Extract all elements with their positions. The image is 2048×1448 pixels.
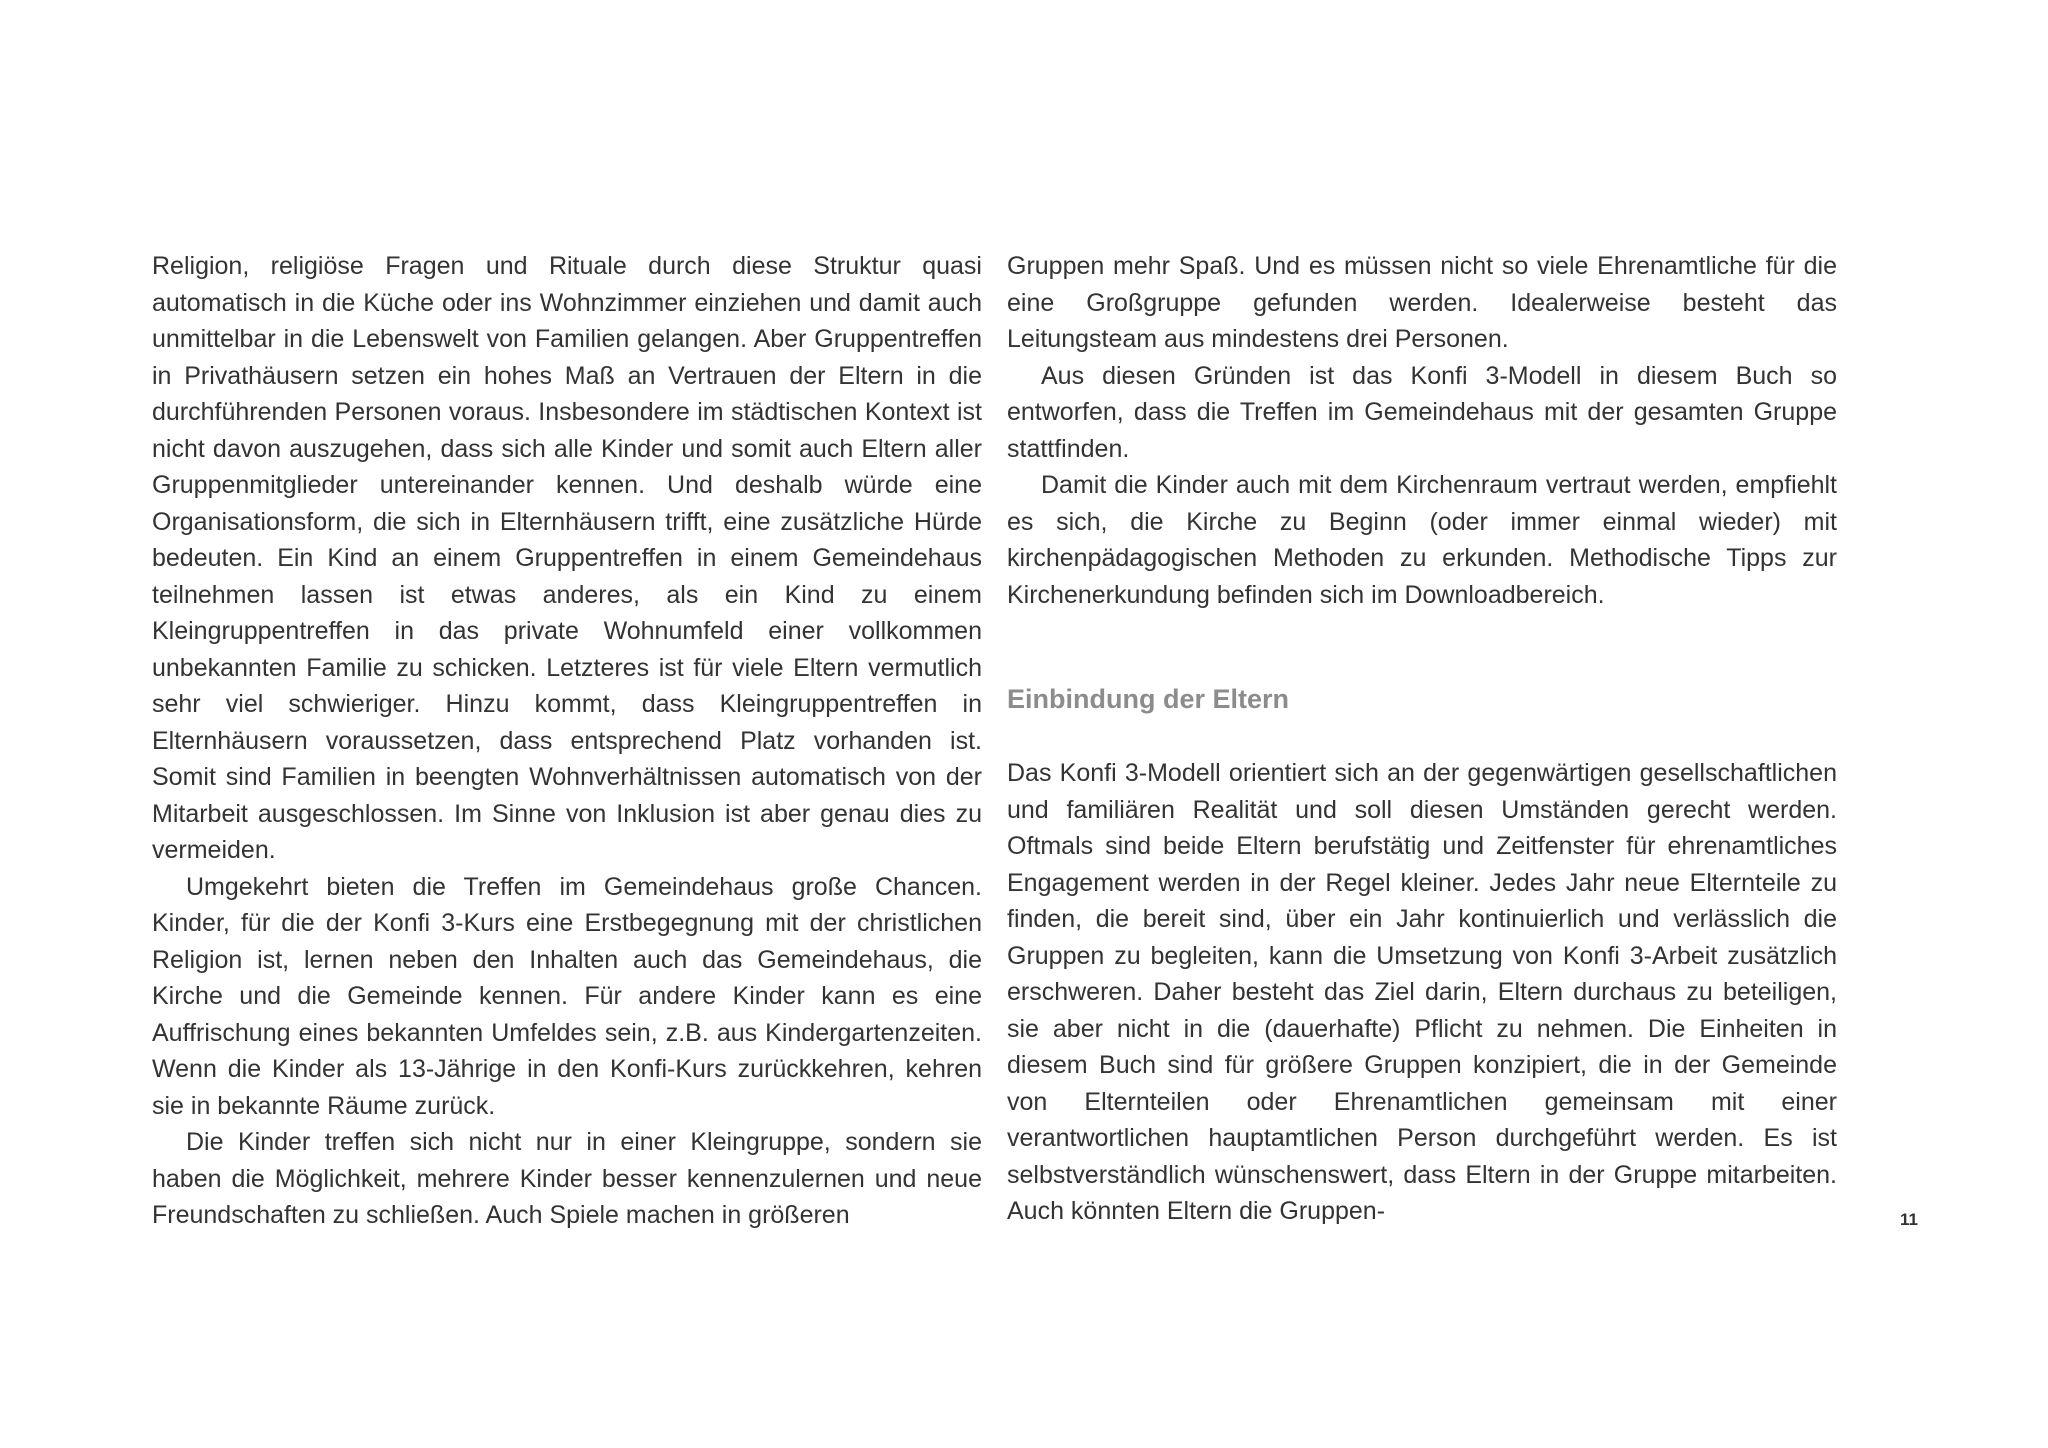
left-column [152, 248, 982, 1234]
paragraph: Religion, religiöse Fragen und Rituale durch diese Struktur quasi automatisch in die Küche oder ins Wohnzimmer einziehen und damit auch unmittelbar in die Lebenswelt von Familien gelangen. Aber Gruppentreffen in Privathäusern setzen ein hohes Maß an Vertrauen der Eltern in die durchführenden Personen voraus. Insbesondere im städtischen Kontext ist nicht davon auszugehen, dass sich alle Kinder und somit auch Eltern aller Gruppenmitglieder untereinander kennen. Und deshalb würde eine Organisationsform, die sich in Elternhäusern trifft, eine zusätzliche Hürde bedeuten. Ein Kind an einem Gruppentreffen in einem Gemeindehaus teilnehmen lassen ist etwas anderes, als ein Kind zu einem Kleingruppentreffen in das private Wohnumfeld einer vollkommen unbekannten Familie zu schicken. Letzteres ist für viele Eltern vermutlich sehr viel schwieriger. Hinzu kommt, dass Kleingruppentreffen in Elternhäusern voraussetzen, dass entsprechend Platz vorhanden ist. Somit sind Familien in beengten Wohnverhältnissen automatisch von der Mitarbeit ausgeschlossen. Im Sinne von Inklusion ist aber genau dies zu vermeiden. [152, 252, 982, 864]
paragraph: Aus diesen Gründen ist das Konfi 3-Modell in diesem Buch so entworfen, dass die Treffen im Gemeindehaus mit der gesamten Gruppe stattfinden. [1007, 361, 1837, 463]
page-number: 11 [1900, 1210, 1918, 1229]
section-heading: Einbindung der Eltern [1007, 684, 1289, 714]
right-column [1007, 248, 1837, 1230]
paragraph: Umgekehrt bieten die Treffen im Gemeindehaus große Chancen. Kinder, für die der Konfi 3-Kurs eine Erstbegegnung mit der christlichen Religion ist, lernen neben den Inhalten auch das Gemeindehaus, die Kirche und die Gemeinde kennen. Für andere Kinder kann es eine Auffrischung eines bekannten Umfeldes sein, z.B. aus Kindergartenzeiten. Wenn die Kinder als 13-Jährige in den Konfi-Kurs zurückkehren, kehren sie in bekannte Räume zurück. [152, 872, 982, 1120]
paragraph: Damit die Kinder auch mit dem Kirchenraum vertraut werden, empfiehlt es sich, die Kirche zu Beginn (oder immer einmal wieder) mit kirchenpädagogischen Methoden zu erkunden. Methodische Tipps zur Kirchenerkundung befinden sich im Downloadbereich. [1007, 471, 1837, 609]
paragraph: Die Kinder treffen sich nicht nur in einer Kleingruppe, sondern sie haben die Möglichkeit, mehrere Kinder besser kennenzulernen und neue Freundschaften zu schließen. Auch Spiele machen in größeren [152, 1128, 982, 1229]
paragraph: Das Konfi 3-Modell orientiert sich an der gegenwärtigen gesellschaftlichen und familiären Realität und soll diesen Umständen gerecht werden. Oftmals sind beide Eltern berufstätig und Zeitfenster für ehrenamtliches Engagement werden in der Regel kleiner. Jedes Jahr neue Elternteile zu finden, die bereit sind, über ein Jahr kontinuierlich und verlässlich die Gruppen zu begleiten, kann die Umsetzung von Konfi 3-Arbeit zusätzlich erschweren. Daher besteht das Ziel darin, Eltern durchaus zu beteiligen, sie aber nicht in die (dauerhafte) Pflicht zu nehmen. Die Einheiten in diesem Buch sind für größere Gruppen konzipiert, die in der Gemeinde von Elternteilen oder Ehrenamtlichen gemeinsam mit einer verantwortlichen hauptamtlichen Person durchgeführt werden. Es ist selbstverständlich wünschenswert, dass Eltern in der Gruppe mitarbeiten. Auch könnten Eltern die Gruppen- [1007, 759, 1837, 1225]
paragraph: Gruppen mehr Spaß. Und es müssen nicht so viele Ehrenamtliche für die eine Großgruppe gefunden werden. Idealerweise besteht das Leitungsteam aus mindestens drei Personen. [1007, 252, 1837, 353]
